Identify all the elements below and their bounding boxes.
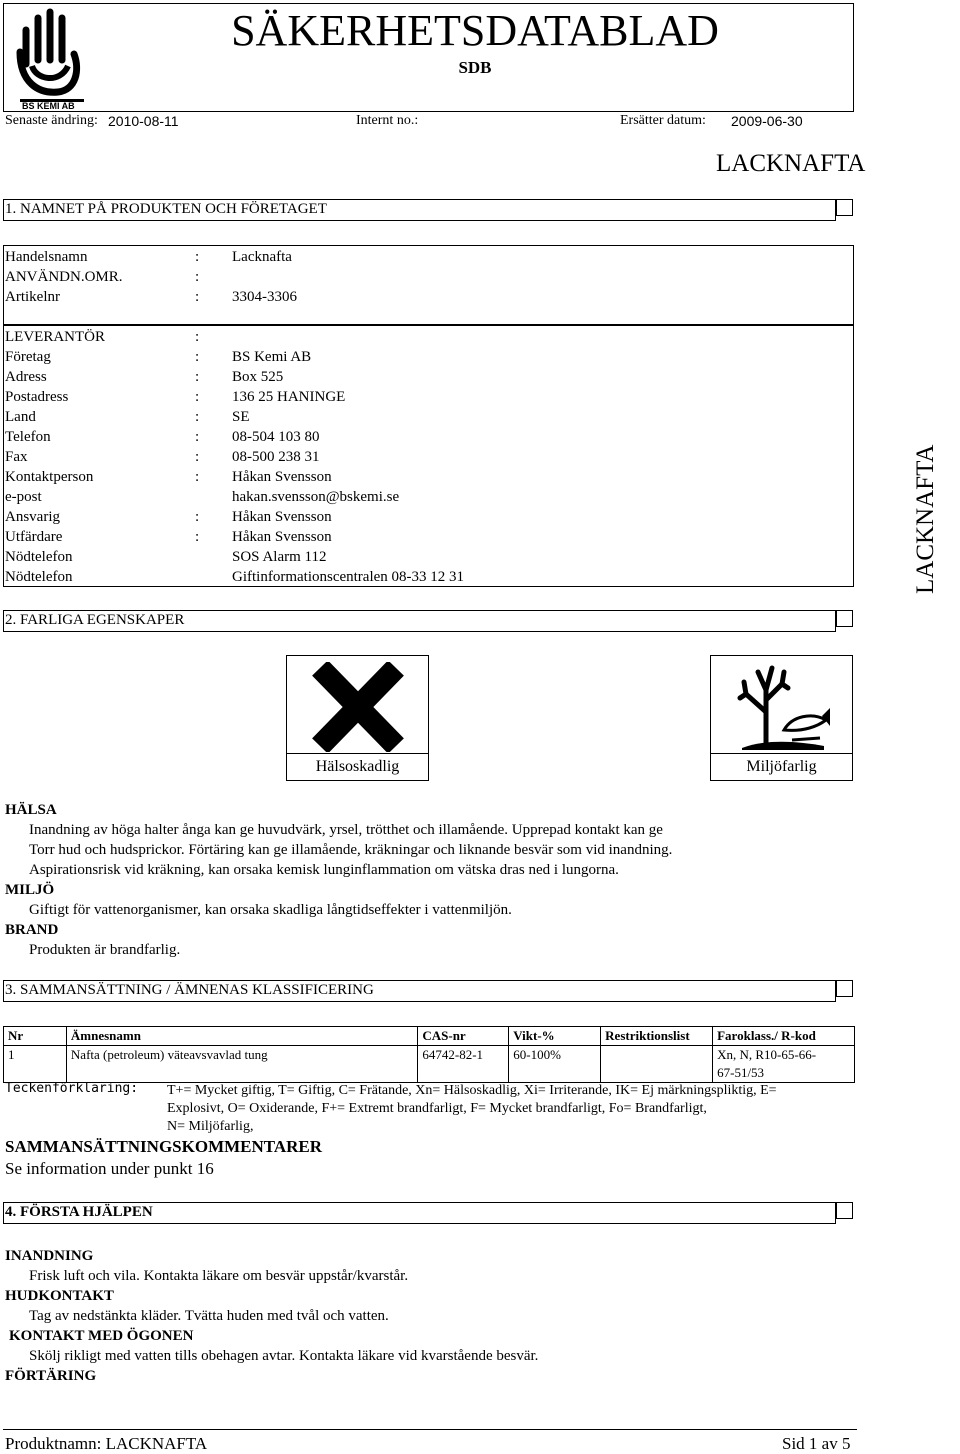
field-colon: : — [195, 289, 200, 305]
legend-line-3: N= Miljöfarlig, — [167, 1119, 254, 1134]
field-value: hakan.svensson@bskemi.se — [232, 489, 400, 505]
field-colon: : — [195, 249, 200, 265]
replaces-date-label: Ersätter datum: — [620, 113, 706, 128]
section1-checkbox — [836, 199, 853, 216]
field-colon: : — [195, 389, 200, 405]
cell-cas: 64742-82-1 — [418, 1046, 509, 1083]
field-label: Kontaktperson — [5, 469, 94, 485]
field-value: Håkan Svensson — [232, 529, 332, 545]
field-colon: : — [195, 329, 200, 345]
fire-heading: BRAND — [5, 922, 59, 938]
fire-line-1: Produkten är brandfarlig. — [29, 942, 181, 958]
side-product-name: LACKNAFTA — [912, 444, 939, 594]
eye-contact-heading: KONTAKT MED ÖGONEN — [9, 1328, 194, 1344]
legend-line-1: T+= Mycket giftig, T= Giftig, C= Frätande, Xn= Hälsoskadlig, Xi= Irriterande, IK= Ej märkningspliktig, E= — [167, 1083, 777, 1098]
field-label: Land — [5, 409, 36, 425]
inhalation-heading: INANDNING — [5, 1248, 94, 1264]
composition-comments-heading: SAMMANSÄTTNINGSKOMMENTARER — [5, 1137, 323, 1156]
document-title: SÄKERHETSDATABLAD — [231, 6, 719, 55]
company-logo — [14, 4, 90, 110]
field-colon: : — [195, 469, 200, 485]
health-line-2: Torr hud och hudsprickor. Förtäring kan ge illamående, kräkningar och liknande besvär som vid inandning. — [29, 842, 673, 858]
field-colon: : — [195, 409, 200, 425]
field-value: Håkan Svensson — [232, 469, 332, 485]
table-row — [4, 1046, 855, 1083]
field-value: Håkan Svensson — [232, 509, 332, 525]
field-colon: : — [195, 269, 200, 285]
cell-nr: 1 — [4, 1046, 67, 1083]
field-label: Telefon — [5, 429, 51, 445]
column-header-weight: Vikt-% — [509, 1027, 601, 1046]
health-line-3: Aspirationsrisk vid kräkning, kan orsaka kemisk lunginflammation om vätska dras ned i lungorna. — [29, 862, 619, 878]
health-line-1: Inandning av höga halter ånga kan ge huvudvärk, yrsel, trötthet och illamående. Upprepad kontakt kan ge — [29, 822, 663, 838]
last-change-value: 2010-08-11 — [108, 113, 179, 129]
field-value: Box 525 — [232, 369, 284, 385]
pictogram-environment — [710, 655, 853, 781]
column-header-nr: Nr — [4, 1027, 67, 1046]
section2-title: 2. FARLIGA EGENSKAPER — [5, 612, 185, 628]
field-label: Artikelnr — [5, 289, 60, 305]
replaces-date-value: 2009-06-30 — [731, 113, 803, 129]
harmful-x-icon — [308, 662, 408, 752]
legend-label: Teckenförklaring: — [5, 1081, 139, 1096]
column-header-cas: CAS-nr — [418, 1027, 509, 1046]
field-colon: : — [195, 429, 200, 445]
section4-title: 4. FÖRSTA HJÄLPEN — [5, 1204, 153, 1220]
pictogram-environment-caption: Miljöfarlig — [711, 753, 852, 780]
composition-table — [3, 1026, 855, 1083]
field-colon: : — [195, 349, 200, 365]
field-label: Företag — [5, 349, 51, 365]
internal-no-label: Internt no.: — [356, 113, 419, 128]
pictogram-harmful — [286, 655, 429, 781]
field-value: 08-500 238 31 — [232, 449, 320, 465]
pictogram-harmful-caption: Hälsoskadlig — [287, 753, 428, 780]
section4-checkbox — [836, 1202, 853, 1219]
footer-page-number: Sid 1 av 5 — [782, 1434, 851, 1453]
field-colon: : — [195, 369, 200, 385]
field-colon: : — [195, 509, 200, 525]
field-value: Giftinformationscentralen 08-33 12 31 — [232, 569, 465, 585]
cell-hazard-line-1: Xn, N, R10-65-66- — [717, 1047, 817, 1062]
logo-text: BS KEMI AB — [22, 101, 75, 111]
product-info-box — [3, 245, 854, 325]
cell-hazard — [713, 1046, 855, 1083]
supplier-info-box — [3, 325, 854, 587]
last-change-label: Senaste ändring: — [5, 113, 98, 128]
product-name-heading: LACKNAFTA — [716, 150, 866, 177]
field-label: Nödtelefon — [5, 549, 73, 565]
cell-weight: 60-100% — [509, 1046, 601, 1083]
cell-restriction — [601, 1046, 713, 1083]
column-header-name: Ämnesnamn — [66, 1027, 417, 1046]
field-value: 08-504 103 80 — [232, 429, 320, 445]
footer-product-name: Produktnamn: LACKNAFTA — [5, 1434, 208, 1453]
composition-header-row — [4, 1027, 855, 1046]
field-colon: : — [195, 529, 200, 545]
field-colon: : — [195, 449, 200, 465]
inhalation-text: Frisk luft och vila. Kontakta läkare om besvär uppstår/kvarstår. — [29, 1268, 409, 1284]
field-label: ANVÄNDN.OMR. — [5, 269, 123, 285]
cell-hazard-line-2: 67-51/53 — [717, 1065, 765, 1080]
composition-comments-text: Se information under punkt 16 — [5, 1159, 214, 1178]
section2-checkbox — [836, 610, 853, 627]
skin-contact-heading: HUDKONTAKT — [5, 1288, 114, 1304]
field-value: BS Kemi AB — [232, 349, 312, 365]
field-label: Fax — [5, 449, 28, 465]
column-header-restriction: Restriktionslist — [601, 1027, 713, 1046]
environment-heading: MILJÖ — [5, 882, 55, 898]
section1-title: 1. NAMNET PÅ PRODUKTEN OCH FÖRETAGET — [5, 201, 327, 217]
eye-contact-text: Skölj rikligt med vatten tills obehagen avtar. Kontakta läkare vid kvarstående besvär. — [29, 1348, 539, 1364]
section3-title: 3. SAMMANSÄTTNING / ÄMNENAS KLASSIFICERING — [5, 982, 374, 998]
document-subtitle: SDB — [458, 58, 492, 77]
field-value: 136 25 HANINGE — [232, 389, 346, 405]
ingestion-heading: FÖRTÄRING — [5, 1368, 97, 1384]
health-heading: HÄLSA — [5, 802, 57, 818]
field-value: 3304-3306 — [232, 289, 297, 305]
footer-divider — [3, 1429, 857, 1430]
field-value: Lacknafta — [232, 249, 292, 265]
section3-checkbox — [836, 980, 853, 997]
field-label: LEVERANTÖR — [5, 329, 105, 345]
field-value: SE — [232, 409, 250, 425]
column-header-hazard: Faroklass./ R-kod — [713, 1027, 855, 1046]
cell-name: Nafta (petroleum) väteavsvavlad tung — [66, 1046, 417, 1083]
field-value: SOS Alarm 112 — [232, 549, 327, 565]
field-label: Utfärdare — [5, 529, 63, 545]
legend-line-2: Explosivt, O= Oxiderande, F+= Extremt brandfarligt, F= Mycket brandfarligt, Fo= Brandfarligt, — [167, 1101, 707, 1116]
field-label: Ansvarig — [5, 509, 60, 525]
field-label: Handelsnamn — [5, 249, 88, 265]
skin-contact-text: Tag av nedstänkta kläder. Tvätta huden med tvål och vatten. — [29, 1308, 389, 1324]
environment-hazard-icon — [732, 660, 832, 752]
field-label: Adress — [5, 369, 47, 385]
field-label: Postadress — [5, 389, 69, 405]
field-label: Nödtelefon — [5, 569, 73, 585]
hand-logo-icon — [14, 4, 90, 110]
field-label: e-post — [5, 489, 42, 505]
environment-line-1: Giftigt för vattenorganismer, kan orsaka skadliga långtidseffekter i vattenmiljön. — [29, 902, 512, 918]
